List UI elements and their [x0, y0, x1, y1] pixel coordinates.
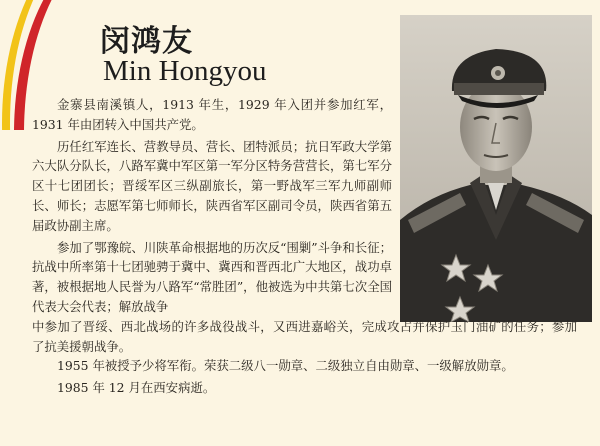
bio-paragraph-death: 1985 年 12 月在西安病逝。	[57, 380, 216, 396]
bio-paragraph-campaigns	[32, 238, 577, 357]
title-english: Min Hongyou	[103, 55, 267, 87]
bio-paragraph-positions: 历任红军连长、营教导员、营长、团特派员；抗日军政大学第六大队分队长，八路军冀中军区第一军分区特务营营长，第七军分区十七团团长；晋绥军区三纵副旅长，第一野战军三军九师副师长、师长；志愿军第七师师长，陕西省军区副司令员，陕西省第五届政协副主席。	[32, 138, 392, 233]
bio-paragraph-honors: 1955 年被授予少将军衔。荣获二级八一勋章、二级独立自由勋章、一级解放勋章。	[57, 358, 514, 374]
bio-campaigns-part2: 中参加了晋绥、西北战场的许多战役战斗，又西进嘉峪关，完成攻占并保护玉门油矿的任务；参加了抗美援朝战争。	[32, 318, 577, 354]
bio-campaigns-part1: 参加了鄂豫皖、川陕革命根据地的历次反“围剿”斗争和长征；抗战中所率第十七团驰骋于冀中、冀西和晋西北广大地区，战功卓著，被根据地人民誉为八路军“常胜团”，他被选为中共第七次全国代表大会代表；解放战争	[32, 239, 392, 314]
biography	[32, 95, 592, 400]
title-chinese: 闵鸿友	[100, 24, 193, 59]
bio-paragraph-birth: 金寨县南溪镇人，1913 年生，1929 年入团并参加红军，1931 年由团转入中国共产党。	[32, 97, 392, 132]
